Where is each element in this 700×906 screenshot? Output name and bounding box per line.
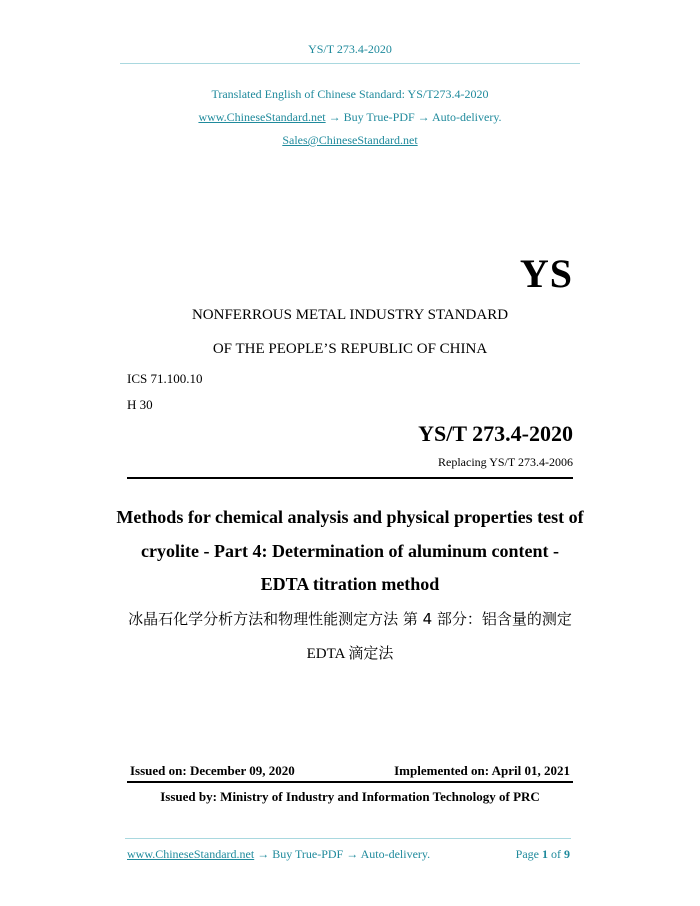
page-of: of — [551, 847, 561, 861]
page-indicator — [516, 847, 570, 862]
issued-by: Issued by: Ministry of Industry and Information Technology of PRC — [160, 789, 540, 804]
footer-site-link[interactable]: www.ChineseStandard.net — [127, 847, 255, 861]
arrow-icon: → — [346, 847, 359, 861]
page-total: 9 — [564, 847, 570, 861]
footer-divider — [125, 838, 571, 839]
auto-delivery-text: Auto-delivery. — [432, 110, 502, 124]
industry-line-2: OF THE PEOPLE’S REPUBLIC OF CHINA — [212, 341, 488, 357]
buy-true-pdf-text: Buy True-PDF — [272, 847, 344, 861]
replacing-note: Replacing YS/T 273.4-2006 — [438, 455, 573, 469]
email-line — [0, 133, 700, 148]
arrow-icon: → — [328, 110, 341, 124]
site-link[interactable]: www.ChineseStandard.net — [198, 110, 326, 124]
purchase-line — [0, 110, 700, 125]
auto-delivery-text: Auto-delivery. — [360, 847, 431, 861]
arrow-icon: → — [417, 110, 430, 124]
arrow-icon: → — [257, 847, 270, 861]
title-en-line-2: cryolite - Part 4: Determination of aluminum content - — [141, 541, 559, 561]
sales-email-link[interactable]: Sales@ChineseStandard.net — [282, 133, 418, 147]
ics-code: ICS 71.100.10 — [127, 371, 203, 386]
title-en-line-1: Methods for chemical analysis and physical properties test of — [116, 507, 584, 527]
standard-number: YS/T 273.4-2020 — [418, 421, 573, 446]
title-cn-line-2: EDTA 滴定法 — [306, 646, 394, 662]
ys-logo: YS — [519, 251, 573, 296]
header-standard-code: YS/T 273.4-2020 — [308, 42, 392, 56]
footer-purchase-line — [127, 847, 430, 862]
page-label: Page — [515, 847, 539, 861]
title-cn-line-1: 冰晶石化学分析方法和物理性能测定方法 第 4 部分：铝含量的测定 — [128, 610, 572, 628]
issue-divider — [127, 781, 573, 783]
buy-true-pdf-text: Buy True-PDF — [343, 110, 415, 124]
title-divider — [127, 477, 573, 479]
title-en-line-3: EDTA titration method — [260, 574, 440, 594]
translation-note: Translated English of Chinese Standard: YS/T273.4-2020 — [211, 87, 489, 101]
issued-on: Issued on: December 09, 2020 — [130, 763, 295, 778]
ccs-code: H 30 — [127, 397, 153, 412]
page-current: 1 — [542, 847, 548, 861]
implemented-on: Implemented on: April 01, 2021 — [394, 763, 570, 778]
header-divider — [120, 63, 580, 64]
industry-line-1: NONFERROUS METAL INDUSTRY STANDARD — [191, 307, 509, 323]
